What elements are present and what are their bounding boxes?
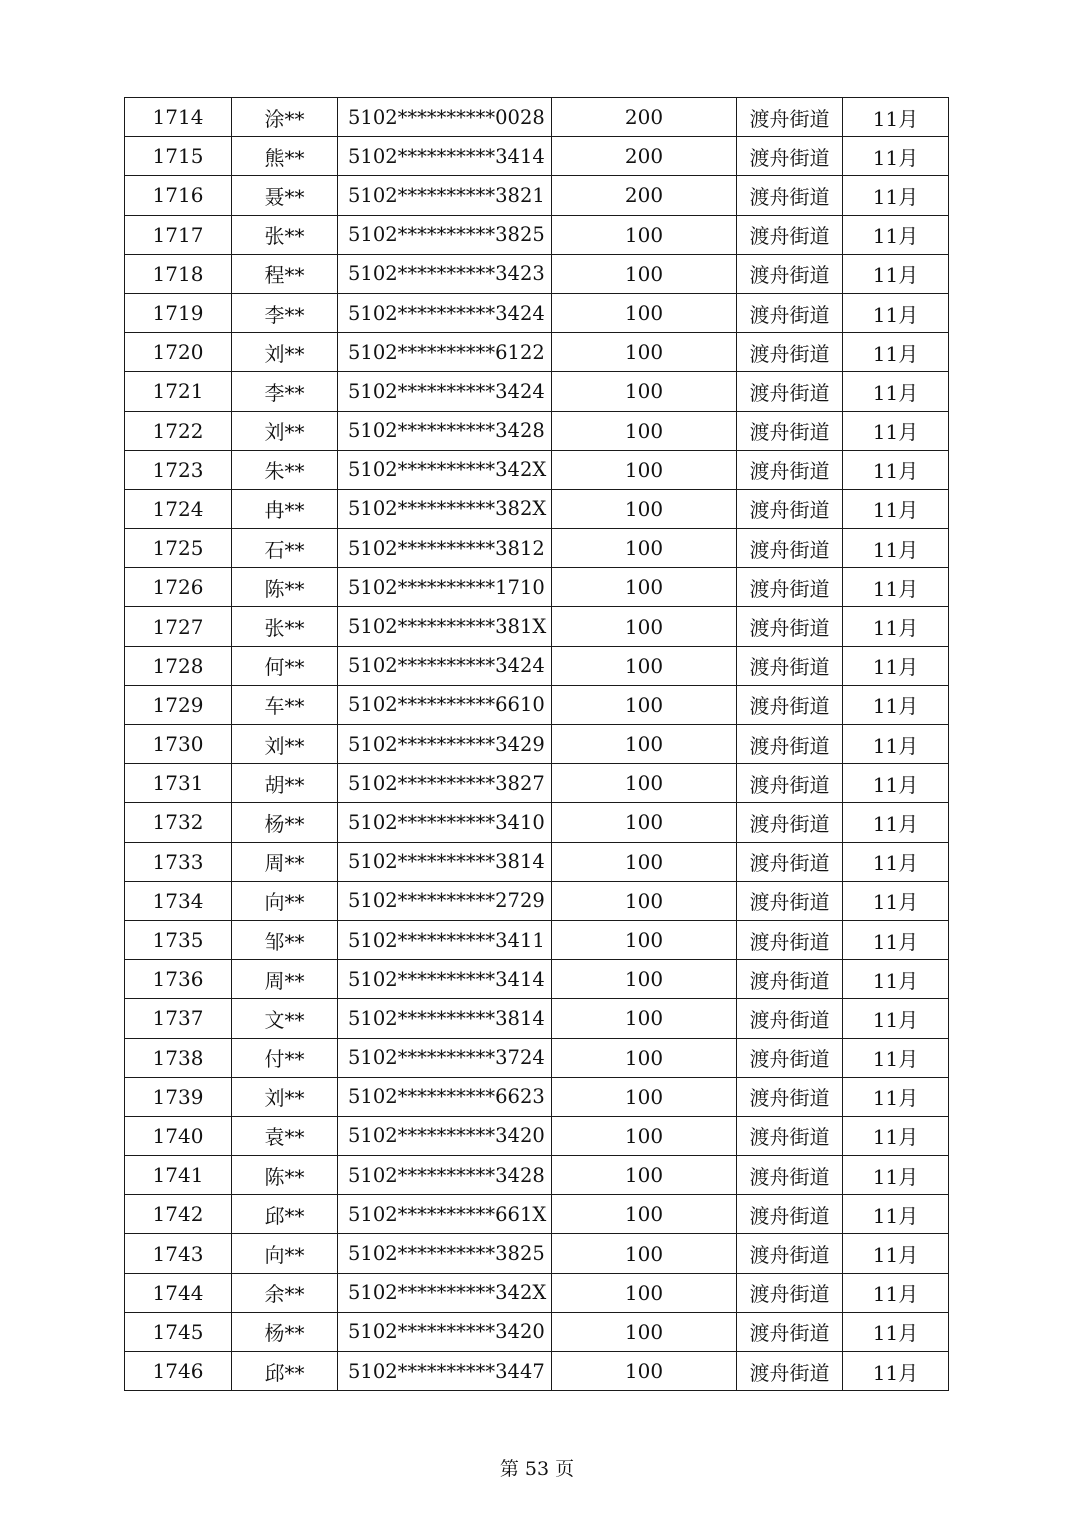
street-cell: 渡舟街道	[737, 1234, 843, 1273]
month-cell: 11月	[843, 920, 949, 959]
name-cell: 袁**	[232, 1116, 338, 1155]
serial-number-cell: 1732	[125, 803, 232, 842]
name-cell: 余**	[232, 1273, 338, 1312]
serial-number-cell: 1729	[125, 685, 232, 724]
street-cell: 渡舟街道	[737, 333, 843, 372]
id-number-cell: 5102**********381X	[338, 607, 552, 646]
amount-cell: 100	[552, 1116, 737, 1155]
serial-number-cell: 1725	[125, 529, 232, 568]
id-number-cell: 5102**********3424	[338, 372, 552, 411]
table-row	[125, 1312, 949, 1351]
table-row	[125, 1038, 949, 1077]
table-row	[125, 1195, 949, 1234]
name-cell: 邱**	[232, 1195, 338, 1234]
street-cell: 渡舟街道	[737, 98, 843, 137]
street-cell: 渡舟街道	[737, 293, 843, 332]
month-cell: 11月	[843, 725, 949, 764]
name-cell: 文**	[232, 999, 338, 1038]
serial-number-cell: 1720	[125, 333, 232, 372]
street-cell: 渡舟街道	[737, 803, 843, 842]
name-cell: 何**	[232, 646, 338, 685]
street-cell: 渡舟街道	[737, 1273, 843, 1312]
id-number-cell: 5102**********3423	[338, 254, 552, 293]
serial-number-cell: 1722	[125, 411, 232, 450]
amount-cell: 100	[552, 685, 737, 724]
name-cell: 陈**	[232, 1156, 338, 1195]
table-row	[125, 176, 949, 215]
id-number-cell: 5102**********3724	[338, 1038, 552, 1077]
amount-cell: 100	[552, 607, 737, 646]
serial-number-cell: 1727	[125, 607, 232, 646]
table-row	[125, 803, 949, 842]
name-cell: 刘**	[232, 333, 338, 372]
name-cell: 冉**	[232, 489, 338, 528]
table-row	[125, 529, 949, 568]
id-number-cell: 5102**********3825	[338, 215, 552, 254]
serial-number-cell: 1717	[125, 215, 232, 254]
street-cell: 渡舟街道	[737, 254, 843, 293]
amount-cell: 100	[552, 372, 737, 411]
serial-number-cell: 1742	[125, 1195, 232, 1234]
name-cell: 周**	[232, 960, 338, 999]
serial-number-cell: 1721	[125, 372, 232, 411]
name-cell: 周**	[232, 842, 338, 881]
month-cell: 11月	[843, 1234, 949, 1273]
id-number-cell: 5102**********3814	[338, 999, 552, 1038]
name-cell: 邹**	[232, 920, 338, 959]
name-cell: 向**	[232, 1234, 338, 1273]
amount-cell: 100	[552, 1312, 737, 1351]
street-cell: 渡舟街道	[737, 920, 843, 959]
table-row	[125, 215, 949, 254]
month-cell: 11月	[843, 960, 949, 999]
street-cell: 渡舟街道	[737, 176, 843, 215]
month-cell: 11月	[843, 842, 949, 881]
street-cell: 渡舟街道	[737, 568, 843, 607]
id-number-cell: 5102**********3414	[338, 960, 552, 999]
table-row	[125, 646, 949, 685]
table-row	[125, 489, 949, 528]
serial-number-cell: 1719	[125, 293, 232, 332]
id-number-cell: 5102**********3424	[338, 293, 552, 332]
serial-number-cell: 1743	[125, 1234, 232, 1273]
month-cell: 11月	[843, 372, 949, 411]
table-row	[125, 372, 949, 411]
name-cell: 付**	[232, 1038, 338, 1077]
month-cell: 11月	[843, 764, 949, 803]
street-cell: 渡舟街道	[737, 215, 843, 254]
table-row	[125, 1077, 949, 1116]
serial-number-cell: 1739	[125, 1077, 232, 1116]
street-cell: 渡舟街道	[737, 960, 843, 999]
serial-number-cell: 1738	[125, 1038, 232, 1077]
amount-cell: 100	[552, 764, 737, 803]
serial-number-cell: 1744	[125, 1273, 232, 1312]
street-cell: 渡舟街道	[737, 1156, 843, 1195]
street-cell: 渡舟街道	[737, 372, 843, 411]
table-row	[125, 1156, 949, 1195]
amount-cell: 100	[552, 450, 737, 489]
name-cell: 张**	[232, 215, 338, 254]
table-row	[125, 98, 949, 137]
roster-body	[125, 98, 949, 1391]
amount-cell: 100	[552, 881, 737, 920]
street-cell: 渡舟街道	[737, 1116, 843, 1155]
month-cell: 11月	[843, 999, 949, 1038]
serial-number-cell: 1745	[125, 1312, 232, 1351]
id-number-cell: 5102**********0028	[338, 98, 552, 137]
table-row	[125, 685, 949, 724]
month-cell: 11月	[843, 1312, 949, 1351]
street-cell: 渡舟街道	[737, 1312, 843, 1351]
name-cell: 石**	[232, 529, 338, 568]
id-number-cell: 5102**********2729	[338, 881, 552, 920]
street-cell: 渡舟街道	[737, 137, 843, 176]
table-row	[125, 842, 949, 881]
serial-number-cell: 1726	[125, 568, 232, 607]
month-cell: 11月	[843, 293, 949, 332]
serial-number-cell: 1735	[125, 920, 232, 959]
street-cell: 渡舟街道	[737, 529, 843, 568]
serial-number-cell: 1734	[125, 881, 232, 920]
name-cell: 聂**	[232, 176, 338, 215]
amount-cell: 100	[552, 529, 737, 568]
amount-cell: 100	[552, 1273, 737, 1312]
serial-number-cell: 1724	[125, 489, 232, 528]
table-row	[125, 254, 949, 293]
serial-number-cell: 1746	[125, 1352, 232, 1391]
amount-cell: 100	[552, 333, 737, 372]
month-cell: 11月	[843, 254, 949, 293]
id-number-cell: 5102**********3414	[338, 137, 552, 176]
amount-cell: 100	[552, 960, 737, 999]
name-cell: 朱**	[232, 450, 338, 489]
amount-cell: 100	[552, 725, 737, 764]
name-cell: 熊**	[232, 137, 338, 176]
serial-number-cell: 1741	[125, 1156, 232, 1195]
id-number-cell: 5102**********3812	[338, 529, 552, 568]
street-cell: 渡舟街道	[737, 489, 843, 528]
serial-number-cell: 1723	[125, 450, 232, 489]
page-number: 第 53 页	[499, 1458, 575, 1480]
amount-cell: 100	[552, 1195, 737, 1234]
id-number-cell: 5102**********3411	[338, 920, 552, 959]
month-cell: 11月	[843, 1352, 949, 1391]
month-cell: 11月	[843, 1195, 949, 1234]
name-cell: 涂**	[232, 98, 338, 137]
serial-number-cell: 1737	[125, 999, 232, 1038]
name-cell: 刘**	[232, 411, 338, 450]
street-cell: 渡舟街道	[737, 646, 843, 685]
serial-number-cell: 1728	[125, 646, 232, 685]
serial-number-cell: 1714	[125, 98, 232, 137]
month-cell: 11月	[843, 450, 949, 489]
id-number-cell: 5102**********3424	[338, 646, 552, 685]
street-cell: 渡舟街道	[737, 1195, 843, 1234]
table-row	[125, 764, 949, 803]
serial-number-cell: 1733	[125, 842, 232, 881]
name-cell: 李**	[232, 293, 338, 332]
name-cell: 杨**	[232, 803, 338, 842]
id-number-cell: 5102**********342X	[338, 1273, 552, 1312]
month-cell: 11月	[843, 176, 949, 215]
roster-table	[124, 97, 949, 1391]
name-cell: 陈**	[232, 568, 338, 607]
month-cell: 11月	[843, 333, 949, 372]
street-cell: 渡舟街道	[737, 450, 843, 489]
id-number-cell: 5102**********3827	[338, 764, 552, 803]
month-cell: 11月	[843, 685, 949, 724]
amount-cell: 100	[552, 293, 737, 332]
amount-cell: 200	[552, 176, 737, 215]
table-row	[125, 881, 949, 920]
name-cell: 刘**	[232, 1077, 338, 1116]
id-number-cell: 5102**********3447	[338, 1352, 552, 1391]
id-number-cell: 5102**********6623	[338, 1077, 552, 1116]
table-row	[125, 137, 949, 176]
amount-cell: 100	[552, 254, 737, 293]
table-row	[125, 920, 949, 959]
id-number-cell: 5102**********3825	[338, 1234, 552, 1273]
table-row	[125, 411, 949, 450]
table-row	[125, 1234, 949, 1273]
street-cell: 渡舟街道	[737, 1077, 843, 1116]
serial-number-cell: 1736	[125, 960, 232, 999]
name-cell: 车**	[232, 685, 338, 724]
amount-cell: 200	[552, 137, 737, 176]
table-row	[125, 725, 949, 764]
month-cell: 11月	[843, 411, 949, 450]
table-row	[125, 450, 949, 489]
month-cell: 11月	[843, 607, 949, 646]
name-cell: 向**	[232, 881, 338, 920]
id-number-cell: 5102**********3821	[338, 176, 552, 215]
table-row	[125, 1352, 949, 1391]
amount-cell: 100	[552, 215, 737, 254]
month-cell: 11月	[843, 646, 949, 685]
street-cell: 渡舟街道	[737, 607, 843, 646]
amount-cell: 100	[552, 920, 737, 959]
amount-cell: 100	[552, 1352, 737, 1391]
amount-cell: 100	[552, 568, 737, 607]
table-row	[125, 1273, 949, 1312]
table-row	[125, 999, 949, 1038]
name-cell: 李**	[232, 372, 338, 411]
id-number-cell: 5102**********3428	[338, 411, 552, 450]
month-cell: 11月	[843, 1156, 949, 1195]
id-number-cell: 5102**********3420	[338, 1312, 552, 1351]
id-number-cell: 5102**********342X	[338, 450, 552, 489]
name-cell: 程**	[232, 254, 338, 293]
amount-cell: 100	[552, 1077, 737, 1116]
table-row	[125, 960, 949, 999]
id-number-cell: 5102**********3410	[338, 803, 552, 842]
id-number-cell: 5102**********3420	[338, 1116, 552, 1155]
name-cell: 邱**	[232, 1352, 338, 1391]
month-cell: 11月	[843, 568, 949, 607]
street-cell: 渡舟街道	[737, 881, 843, 920]
amount-cell: 100	[552, 999, 737, 1038]
street-cell: 渡舟街道	[737, 1038, 843, 1077]
table-row	[125, 1116, 949, 1155]
month-cell: 11月	[843, 803, 949, 842]
month-cell: 11月	[843, 881, 949, 920]
table-row	[125, 293, 949, 332]
id-number-cell: 5102**********3428	[338, 1156, 552, 1195]
id-number-cell: 5102**********6122	[338, 333, 552, 372]
table-row	[125, 333, 949, 372]
month-cell: 11月	[843, 1116, 949, 1155]
name-cell: 杨**	[232, 1312, 338, 1351]
serial-number-cell: 1716	[125, 176, 232, 215]
month-cell: 11月	[843, 98, 949, 137]
amount-cell: 100	[552, 646, 737, 685]
street-cell: 渡舟街道	[737, 411, 843, 450]
month-cell: 11月	[843, 489, 949, 528]
serial-number-cell: 1718	[125, 254, 232, 293]
month-cell: 11月	[843, 529, 949, 568]
table-row	[125, 568, 949, 607]
street-cell: 渡舟街道	[737, 999, 843, 1038]
serial-number-cell: 1740	[125, 1116, 232, 1155]
name-cell: 刘**	[232, 725, 338, 764]
amount-cell: 100	[552, 489, 737, 528]
id-number-cell: 5102**********3429	[338, 725, 552, 764]
id-number-cell: 5102**********661X	[338, 1195, 552, 1234]
month-cell: 11月	[843, 215, 949, 254]
street-cell: 渡舟街道	[737, 725, 843, 764]
month-cell: 11月	[843, 137, 949, 176]
id-number-cell: 5102**********3814	[338, 842, 552, 881]
amount-cell: 100	[552, 803, 737, 842]
month-cell: 11月	[843, 1077, 949, 1116]
amount-cell: 200	[552, 98, 737, 137]
id-number-cell: 5102**********6610	[338, 685, 552, 724]
serial-number-cell: 1730	[125, 725, 232, 764]
table-row	[125, 607, 949, 646]
amount-cell: 100	[552, 411, 737, 450]
amount-cell: 100	[552, 1156, 737, 1195]
month-cell: 11月	[843, 1038, 949, 1077]
name-cell: 张**	[232, 607, 338, 646]
id-number-cell: 5102**********1710	[338, 568, 552, 607]
street-cell: 渡舟街道	[737, 685, 843, 724]
serial-number-cell: 1731	[125, 764, 232, 803]
amount-cell: 100	[552, 842, 737, 881]
name-cell: 胡**	[232, 764, 338, 803]
serial-number-cell: 1715	[125, 137, 232, 176]
street-cell: 渡舟街道	[737, 842, 843, 881]
amount-cell: 100	[552, 1038, 737, 1077]
month-cell: 11月	[843, 1273, 949, 1312]
id-number-cell: 5102**********382X	[338, 489, 552, 528]
amount-cell: 100	[552, 1234, 737, 1273]
street-cell: 渡舟街道	[737, 1352, 843, 1391]
street-cell: 渡舟街道	[737, 764, 843, 803]
